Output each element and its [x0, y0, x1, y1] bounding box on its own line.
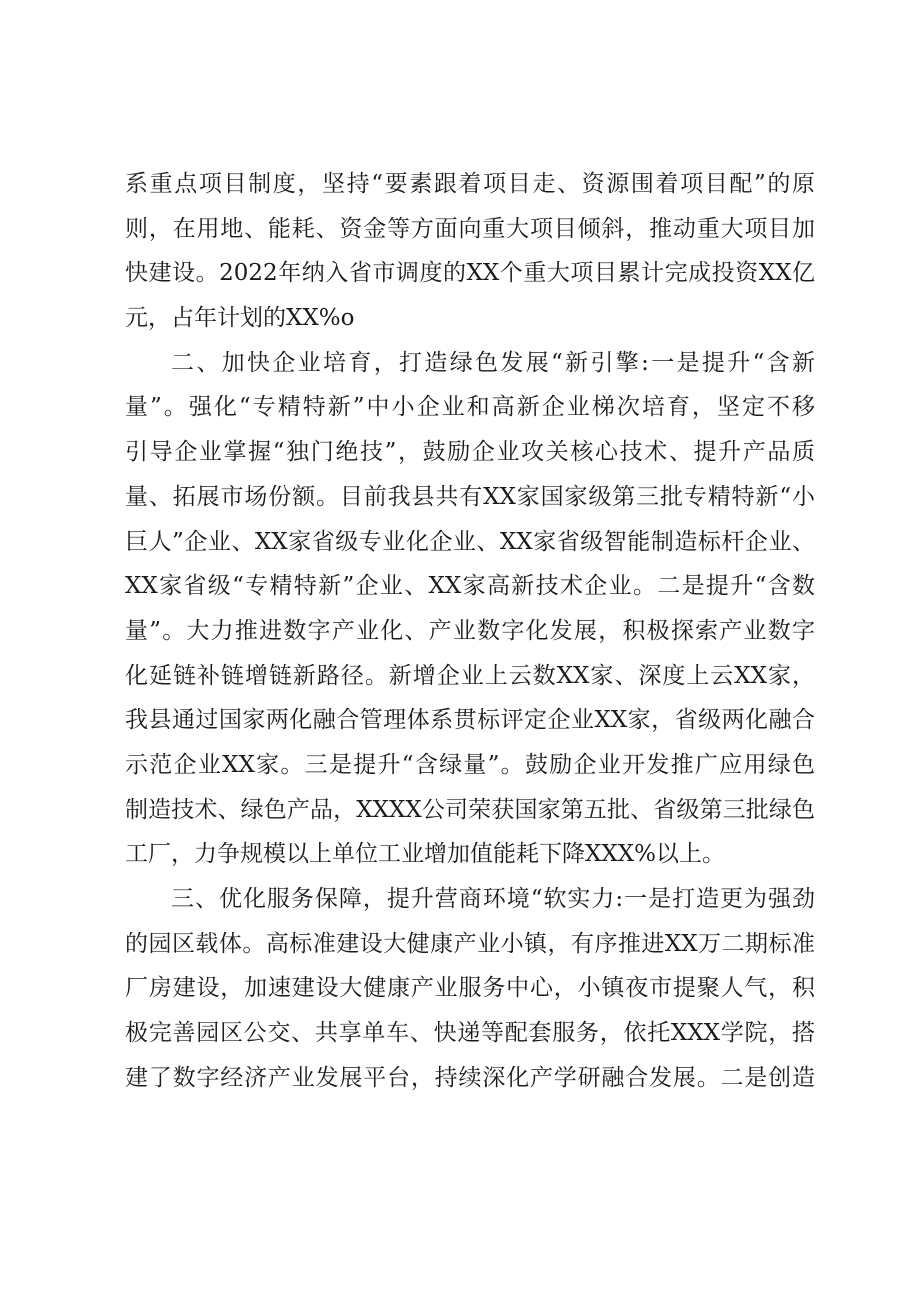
text-line: 系重点项目制度，坚持“要素跟着项目走、资源围着项目配”的原	[125, 171, 815, 197]
text-line: 快建设。2022年纳入省市调度的XX个重大项目累计完成投资XX亿	[125, 260, 815, 287]
paragraph-2	[125, 341, 815, 877]
text-line: 工厂，力争规模以上单位工业增加值能耗下降XXX%以上。	[125, 841, 725, 868]
text-line: XX家省级“专精特新”企业、XX家高新技术企业。二是提升“含数	[125, 573, 815, 600]
document-body	[125, 162, 815, 1100]
text-line: 的园区载体。高标准建设大健康产业小镇，有序推进XX万二期标准	[125, 930, 815, 957]
paragraph-3	[125, 877, 815, 1100]
text-line: 建了数字经济产业发展平台，持续深化产学研融合发展。二是创造	[125, 1064, 815, 1091]
text-line: 我县通过国家两化融合管理体系贯标评定企业XX家，省级两化融合	[125, 707, 815, 734]
text-line: 极完善园区公交、共享单车、快递等配套服务，依托XXX学院，搭	[125, 1020, 815, 1047]
text-line: 制造技术、绿色产品，XXXX公司荣获国家第五批、省级第三批绿色	[125, 796, 815, 823]
text-line: 引导企业掌握“独门绝技”，鼓励企业攻关核心技术、提升产品质	[125, 439, 815, 466]
text-line: 巨人”企业、XX家省级专业化企业、XX家省级智能制造标杆企业、	[125, 528, 815, 555]
text-line: 量、拓展市场份额。目前我县共有XX家国家级第三批专精特新“小	[125, 483, 815, 510]
paragraph-1	[125, 162, 815, 341]
text-line: 化延链补链增链新路径。新增企业上云数XX家、深度上云XX家，	[125, 662, 815, 689]
text-line: 三、优化服务保障，提升营商环境“软实力:一是打造更为强劲	[171, 886, 815, 912]
text-line: 厂房建设，加速建设大健康产业服务中心，小镇夜市提聚人气，积	[125, 975, 815, 1002]
text-line: 则，在用地、能耗、资金等方面向重大项目倾斜，推动重大项目加	[125, 215, 815, 242]
text-line: 示范企业XX家。三是提升“含绿量”。鼓励企业开发推广应用绿色	[125, 751, 815, 778]
text-line: 元，占年计划的XX%o	[125, 305, 355, 332]
text-line: 二、加快企业培育，打造绿色发展“新引擎:一是提升“含新	[171, 349, 815, 376]
text-line: 量”。强化“专精特新”中小企业和高新企业梯次培育，坚定不移	[125, 394, 815, 421]
text-line: 量”。大力推进数字产业化、产业数字化发展，积极探索产业数字	[125, 617, 815, 644]
